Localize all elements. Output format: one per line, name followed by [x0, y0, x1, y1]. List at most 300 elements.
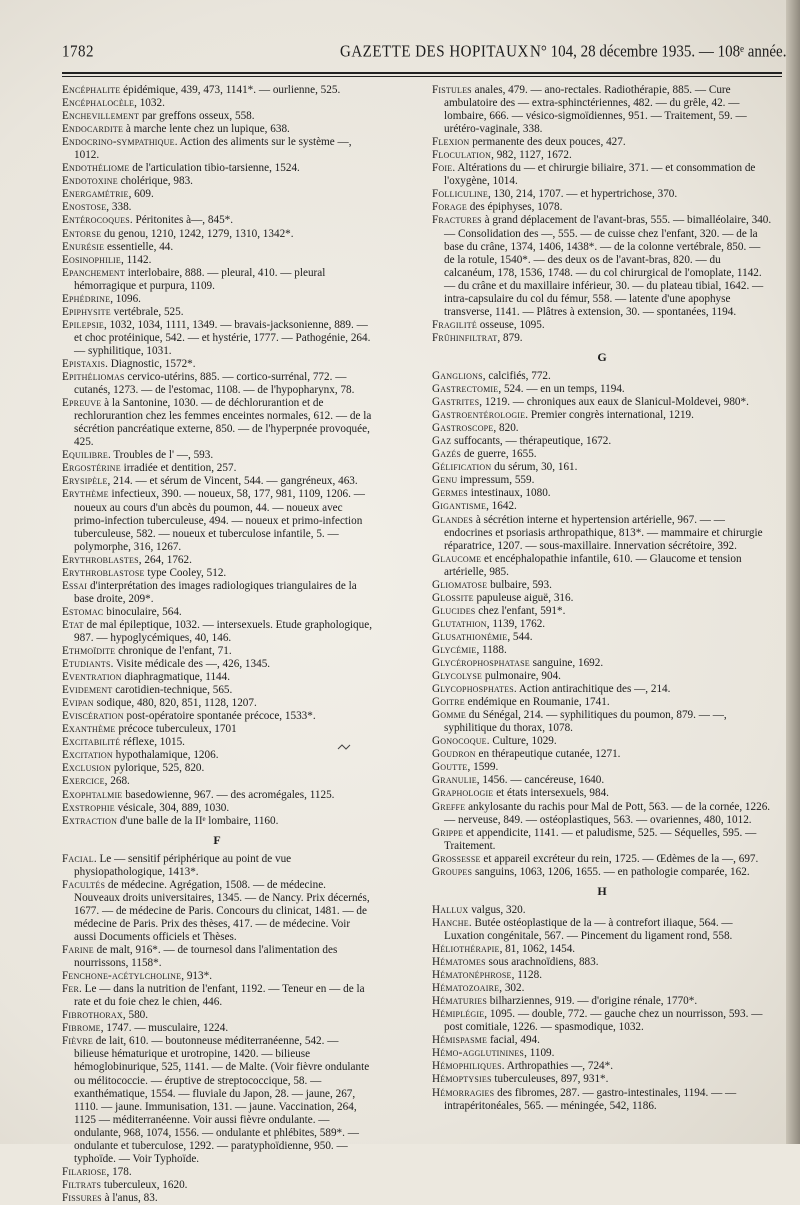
index-entry [432, 214, 772, 318]
index-term: Fibrome [62, 1022, 101, 1035]
index-term: Greffe [432, 800, 466, 813]
index-term: Evipan [62, 697, 94, 710]
index-term: Evidement [62, 684, 113, 697]
index-term: Endotoxine [62, 175, 118, 188]
index-term: Fragilité [432, 318, 477, 331]
index-entry [432, 84, 772, 136]
index-entry [62, 567, 372, 580]
index-term: Foie [432, 162, 453, 175]
index-references: en thérapeutique cutanée, 1271. [475, 748, 621, 761]
index-entry [432, 761, 772, 774]
index-term: Erysipèle [62, 475, 108, 488]
index-references: tuberculeuses, 897, 931*. [491, 1073, 609, 1086]
stamp-mark-icon [337, 744, 351, 754]
index-entry [62, 970, 372, 983]
index-entry [432, 370, 772, 383]
index-references: , 1139, 1762. [486, 617, 546, 630]
index-references: . Action antirachitique des —, 214. [513, 683, 671, 696]
index-entry [62, 449, 372, 462]
index-entry [432, 474, 772, 487]
index-references: , 544. [507, 630, 533, 643]
index-entry [432, 969, 772, 982]
index-references: cervico-utérins, 885. — cortico-surrénal, 772. — cutanés, 1273. — de l'estomac, 1108. — de l'hypopharynx, 78. [74, 371, 355, 397]
index-term: Gélification [432, 461, 492, 474]
index-entry [62, 462, 372, 475]
section-letter: G [597, 349, 607, 364]
index-references: , 982, 1127, 1672. [491, 149, 572, 162]
index-references: , 913*. [181, 970, 212, 983]
index-term: Goutte [432, 761, 468, 774]
index-term: Grippe [432, 826, 464, 839]
index-term: Hémorragies [432, 1086, 495, 1099]
index-entry [62, 1009, 372, 1022]
index-term: Gigantisme [432, 500, 487, 513]
index-references: hypothalamique, 1206. [112, 749, 219, 762]
index-references: à l'anus, 83. [101, 1191, 158, 1204]
index-entry [432, 827, 772, 853]
index-references: et encéphalopathie infantile, 610. — Glaucome et tension artérielle, 985. [444, 552, 742, 578]
index-entry [432, 435, 772, 448]
index-term: Erythroblastes [62, 553, 139, 566]
index-entry [62, 789, 372, 802]
index-references: à marche lente chez un lupique, 638. [123, 123, 290, 136]
index-references: , 178. [106, 1165, 132, 1178]
index-term: Groupes [432, 865, 473, 878]
index-references: . Le — dans la nutrition de l'enfant, 1192. — Teneur en — de la rate et du foie chez le chien, 446. [74, 983, 365, 1009]
index-term: Grossesse [432, 852, 481, 865]
index-term: Goudron [432, 748, 476, 761]
index-references: par greffons osseux, 558. [139, 110, 255, 123]
index-references: , 302. [499, 982, 525, 995]
index-references: valgus, 320. [468, 903, 526, 916]
index-references: type Cooley, 512. [144, 566, 227, 579]
index-entry [432, 319, 772, 332]
index-entry [432, 149, 772, 162]
index-references: intestinaux, 1080. [467, 487, 551, 500]
index-entry [62, 815, 372, 828]
index-term: Folliculine [432, 188, 488, 201]
index-references: précoce tuberculeux, 1701 [115, 723, 237, 736]
index-references: facial, 494. [487, 1034, 540, 1047]
index-references: à grand déplacement de l'avant-bras, 555. — bimalléolaire, 340. — Consolidation des —, 555. — de cuisse chez l'enfant, 320. — de la base du crâne, 1374, 1406, 1438*. — de la colonne vertébrale, 850. — de la rotule, 1540*. — des deux os de l'avant-bras, 820. — du calcanéum, 178, 1536, 1748. — du col chirurgical de l'omoplate, 1142. — du crâne et du maxillaire inférieur, 30. — du plateau tibial, 1642. — intra-capsulaire du col du fémur, 558. — latente d'une apophyse transverse, 1141. — Plâtres à extension, 30. — spontanées, 1194. [444, 214, 772, 318]
index-entry [62, 254, 372, 267]
section-letter: F [213, 832, 221, 847]
index-term: Equilibre [62, 449, 108, 462]
index-term: Genu [432, 474, 458, 487]
index-references: interlobaire, 888. — pleural, 410. — pleural hémorragique et purpura, 1109. [74, 266, 326, 292]
index-references: binoculaire, 564. [103, 605, 182, 618]
index-term: Flexion [432, 136, 470, 149]
index-term: Gastroentérologie [432, 409, 526, 422]
index-term: Exclusion [62, 762, 112, 775]
index-entry [432, 618, 772, 631]
index-entry [432, 461, 772, 474]
index-references: du sérum, 30, 161. [491, 461, 578, 474]
index-term: Exanthème [62, 723, 116, 736]
index-term: Glaucome [432, 552, 482, 565]
index-references: , 1096. [110, 292, 141, 305]
index-references: . Diagnostic, 1572*. [105, 357, 196, 370]
index-entry [432, 409, 772, 422]
index-entry [62, 293, 372, 306]
index-term: Hématonéphrose [432, 969, 512, 982]
index-references: . Culture, 1029. [486, 735, 557, 748]
index-references: , 1219. — chroniques aux eaux de Slanicul-Moldevei, 980*. [479, 396, 749, 409]
index-term: Epilepsie [62, 318, 104, 331]
index-references: , 1128. [511, 969, 542, 982]
index-entry [432, 709, 772, 735]
index-term: Facial [62, 852, 94, 865]
index-references: . Butée ostéoplastique de la — à contrefort iliaque, 564. — Luxation congénitale, 567. — Pincement du ligament rond, 558. [444, 916, 733, 942]
index-term: Estomac [62, 605, 104, 618]
index-term: Gazés [432, 448, 462, 461]
index-references: de malt, 916*. — de tournesol dans l'alimentation des nourrissons, 1158*. [74, 944, 338, 970]
index-term: Excitation [62, 749, 113, 762]
index-entry [432, 748, 772, 761]
index-term: Entorse [62, 227, 102, 240]
index-references: irradiée et dentition, 257. [120, 462, 237, 475]
index-entry [432, 631, 772, 644]
index-term: Eosinophilie [62, 253, 122, 266]
index-term: Erythème [62, 488, 109, 501]
index-term: Hémispasme [432, 1034, 488, 1047]
index-entry [432, 735, 772, 748]
index-entry [62, 188, 372, 201]
index-term: Encéphalocèle [62, 97, 135, 110]
index-references: , 1142. [121, 253, 152, 266]
index-term: Glucides [432, 604, 476, 617]
index-term: Glycémie [432, 643, 477, 656]
index-references: , 1456. — cancéreuse, 1640. [476, 774, 605, 787]
index-references: bilharziennes, 919. — d'origine rénale, 1770*. [486, 995, 698, 1008]
index-entry [432, 696, 772, 709]
index-term: Glusathionémie [432, 630, 508, 643]
index-references: sanguins, 1063, 1206, 1655. — en pathologie comparée, 162. [472, 865, 750, 878]
index-references: . Le — sensitif périphérique au point de vue physiopathologique, 1413*. [74, 852, 292, 878]
index-references: , 1095. — double, 772. — gauche chez un nourrisson, 593. — post comitiale, 1226. — spasmodique, 1032. [444, 1008, 763, 1034]
index-entry [62, 488, 372, 553]
page-header [0, 40, 790, 74]
index-references: anales, 479. — ano-rectales. Radiothérapie, 885. — Cure ambulatoire des — extra-sphinctériennes, 482. — du grêle, 42. — lombaire, 666. — vésico-sigmoïdiennes, 951. — Traitement, 59. — urétéro-vaginale, 338. [444, 84, 747, 136]
index-entry [62, 762, 372, 775]
index-term: Exercice [62, 775, 105, 788]
index-term: Entérocoques [62, 214, 130, 227]
index-entry [62, 619, 372, 645]
index-entry [432, 644, 772, 657]
index-references: impressum, 559. [457, 474, 535, 487]
index-entry [62, 736, 372, 749]
index-references: carotidien-technique, 565. [112, 684, 233, 697]
index-references: , 268. [104, 775, 130, 788]
index-references: d'une balle de la IIᵉ lombaire, 1160. [117, 814, 279, 827]
journal-title: GAZETTE DES HOPITAUX [340, 42, 529, 62]
index-references: de l'articulation tibio-tarsienne, 1524. [129, 162, 300, 175]
index-term: Extraction [62, 814, 118, 827]
index-references: et appendicite, 1141. — et paludisme, 525. — Séquelles, 595. — Traitement. [444, 826, 757, 852]
index-entry [432, 1008, 772, 1034]
index-term: Farine [62, 944, 94, 957]
index-references: , 879. [497, 331, 523, 344]
index-entry [62, 1035, 372, 1165]
index-references: osseuse, 1095. [476, 318, 545, 331]
index-term: Hématozoaire [432, 982, 500, 995]
index-references: diaphragmatique, 1144. [121, 671, 231, 684]
index-entry [432, 162, 772, 188]
index-references: des fibromes, 287. — gastro-intestinales, 1194. — — intrapéritonéales, 565. — méningée, 542, 1186. [444, 1086, 737, 1112]
index-entry [62, 658, 372, 671]
index-entry [62, 606, 372, 619]
index-entry [62, 84, 372, 97]
index-term: Essai [62, 579, 88, 592]
index-entry [432, 605, 772, 618]
index-entry [432, 787, 772, 800]
index-term: Fissures [62, 1191, 102, 1204]
index-references: , 580. [122, 1009, 149, 1022]
index-entry [432, 995, 772, 1008]
index-references: ankylosante du rachis pour Mal de Pott, 563. — de la cornée, 1226. — nerveuse, 849. — ostéoplastiques, 563. — ovariennes, 480, 1012. [444, 800, 771, 826]
index-references: de lait, 610. — boutonneuse méditerranéenne, 542. — bilieuse hématurique et urotropine, 1420. — bilieuse hémoglobinurique, 525, 1141. — de Malte. (Voir fièvre ondulante ou mélitococcie. — éruptive de streptococcique, 58. — exanthématique, 1554. — fluviale du Japon, 28. — jaune, 267, 1110. — jaune. Immunisation, 131. — jaune. Vaccination, 264, 1125 — méditerranéenne. Voir aussi fièvre ondulante. — ondulante, 968, 1074, 1556. — ondulante et phlébites, 589*. — ondulante et tuberculose, 1292. — paratyphoïdienne, 950. — typhoïde. — Voir Typhoïde. [74, 1035, 370, 1165]
index-references: bulbaire, 593. [487, 578, 552, 591]
index-entry [62, 749, 372, 762]
index-entry [432, 422, 772, 435]
index-entry [62, 397, 372, 449]
index-entry [62, 228, 372, 241]
index-references: chez l'enfant, 591*. [475, 604, 566, 617]
index-references: . Arthropathies —, 724*. [501, 1060, 614, 1073]
index-references: réflexe, 1015. [120, 736, 185, 749]
index-term: Ethmoïdite [62, 645, 116, 658]
index-term: Fibrothorax [62, 1009, 123, 1022]
index-references: à sécrétion interne et hypertension artérielle, 967. — — endocrines et psoriasis arthropathique, 813*. — mammaire et chirurgie réparatrice, 1207. — sous-maxillaire. Innervation sécrétoire, 392. [444, 513, 763, 552]
index-term: Encéphalite [62, 84, 121, 96]
index-term: Exophtalmie [62, 788, 123, 801]
index-term: Fenchone-acétylcholine [62, 970, 182, 983]
index-term: Gastroscope [432, 422, 494, 435]
index-term: Facultés [62, 878, 106, 891]
index-references: d'interprétation des images radiologiques triangulaires de la base droite, 209*. [74, 579, 357, 605]
index-entry [432, 801, 772, 827]
index-entry [62, 241, 372, 254]
index-term: Etudiants [62, 658, 111, 671]
index-references: . Visite médicale des —, 426, 1345. [110, 658, 271, 671]
index-references: endémique en Roumanie, 1741. [464, 696, 610, 709]
index-term: Hallux [432, 903, 469, 916]
index-term: Filtrats [62, 1178, 102, 1191]
index-references: de mal épileptique, 1032. — intersexuels. Etude graphologique, 987. — hypoglycémiques, 40, 146. [74, 618, 372, 644]
index-references: , 1642. [486, 500, 517, 513]
index-references: , 1599. [467, 761, 499, 774]
index-term: Glossite [432, 591, 474, 604]
index-entry [432, 1073, 772, 1086]
index-entry [62, 1179, 372, 1192]
index-term: Hémoptysies [432, 1073, 492, 1086]
index-references: , 1747. — musculaire, 1224. [100, 1022, 229, 1035]
index-references: , 820. [493, 422, 519, 435]
page-binding-edge [786, 0, 800, 1144]
index-entry [62, 136, 372, 162]
index-entry [62, 645, 372, 658]
index-entry [432, 592, 772, 605]
index-term: Filariose [62, 1165, 107, 1178]
index-references: , 1032. [134, 97, 165, 110]
index-entry [432, 487, 772, 500]
page-number: 1782 [62, 42, 94, 62]
index-references: pulmonaire, 904. [482, 670, 561, 683]
index-entry [62, 97, 372, 110]
index-references: et appareil excréteur du rein, 1725. — Œdèmes de la —, 697. [480, 852, 759, 865]
index-entry [62, 697, 372, 710]
index-term: Fistules [432, 84, 472, 96]
index-entry [432, 943, 772, 956]
index-entry [432, 553, 772, 579]
index-entry [432, 1034, 772, 1047]
index-entry [62, 710, 372, 723]
index-entry [62, 1192, 372, 1205]
index-entry [432, 774, 772, 787]
index-entry [62, 723, 372, 736]
index-references: du genou, 1210, 1242, 1279, 1310, 1342*. [101, 227, 294, 240]
index-references: , 1109. [524, 1047, 555, 1060]
index-term: Epistaxis [62, 357, 106, 370]
index-term: Ganglions [432, 369, 483, 382]
index-references: sanguine, 1692. [529, 657, 604, 670]
issue-info: N° 104, 28 décembre 1935. — 108ᵉ année. [530, 42, 787, 62]
index-entry [62, 319, 372, 358]
index-references: , calcifiés, 772. [482, 369, 551, 382]
index-term: Gaz [432, 435, 452, 448]
index-term: Graphologie [432, 787, 494, 800]
index-column-left [62, 84, 372, 1205]
index-term: Endocrino-sympathique [62, 136, 175, 149]
index-term: Hanche [432, 916, 469, 929]
index-term: Glandes [432, 513, 474, 526]
index-term: Erythroblastose [62, 566, 145, 579]
index-column-right [432, 84, 772, 1113]
index-term: Eventration [62, 671, 122, 684]
index-entry [62, 1166, 372, 1179]
index-entry [62, 162, 372, 175]
index-term: Ergostérine [62, 462, 121, 475]
index-references: , 524. — en un temps, 1194. [498, 383, 625, 396]
index-term: Hémiplégie [432, 1008, 485, 1021]
header-rule-thick [62, 72, 782, 74]
index-entry [432, 136, 772, 149]
index-entry [62, 684, 372, 697]
index-entry [432, 982, 772, 995]
index-references: , 609. [128, 188, 154, 201]
index-references: tuberculeux, 1620. [101, 1178, 188, 1191]
index-term: Exstrophie [62, 801, 115, 814]
index-term: Gliomatose [432, 578, 488, 591]
index-entry [432, 396, 772, 409]
index-term: Enchevillement [62, 110, 140, 123]
index-entry [62, 267, 372, 293]
index-term: Gastrectomie [432, 383, 499, 396]
index-entry [62, 580, 372, 606]
index-term: Fièvre [62, 1035, 93, 1048]
index-term: Fractures [432, 214, 482, 227]
section-letter: H [597, 883, 607, 898]
index-term: Endothéliome [62, 162, 130, 175]
index-references: chronique de l'enfant, 71. [115, 645, 232, 658]
index-references: . Péritonites à—, 845*. [129, 214, 234, 227]
index-term: Epiphysite [62, 305, 111, 318]
index-references: . Altérations du — et chirurgie biliaire, 371. — et consommation de l'oxygène, 1014. [444, 162, 756, 188]
index-term: Excitabilité [62, 736, 121, 749]
index-references: , 130, 214, 1707. — et hypertrichose, 370. [487, 188, 678, 201]
index-entry [432, 332, 772, 345]
index-entry [432, 383, 772, 396]
index-term: Gastrites [432, 396, 480, 409]
index-entry [62, 123, 372, 136]
index-entry [432, 1087, 772, 1113]
index-term: Hématuries [432, 995, 487, 1008]
index-term: Hématomes [432, 956, 486, 969]
index-entry [62, 475, 372, 488]
index-references: essentielle, 44. [104, 240, 174, 253]
index-term: Enurésie [62, 240, 105, 253]
index-entry [432, 1060, 772, 1073]
index-entry [62, 983, 372, 1009]
index-references: , 214. — et sérum de Vincent, 544. — gangréneux, 463. [107, 475, 358, 488]
index-references: et états intersexuels, 984. [493, 787, 609, 800]
index-term: Gonocoque [432, 735, 487, 748]
index-references: post-opératoire spontanée précoce, 1533*. [123, 710, 316, 723]
index-entry [62, 671, 372, 684]
index-entry [432, 904, 772, 917]
index-entry [62, 802, 372, 815]
index-term: Hémo-agglutinines [432, 1047, 525, 1060]
index-entry [62, 371, 372, 397]
index-entry [62, 214, 372, 227]
index-term: Floculation [432, 149, 492, 162]
index-entry [432, 657, 772, 670]
index-term: Fer [62, 983, 80, 996]
index-entry [62, 853, 372, 879]
index-references: , 338. [106, 201, 132, 214]
index-references: de médecine. Agrégation, 1508. — de médecine. Nouveaux droits universitaires, 1345. — de Nancy. Prix décernés, 1677. — de médecine de Paris. Concours du clinicat, 1481. — de médecine de Paris. Prix des thèses, 417. — de médecine. Voir aussi Documents officiels et Thèses. [74, 878, 370, 943]
index-term: Epanchement [62, 266, 125, 279]
index-references: du Sénégal, 214. — syphilitiques du poumon, 879. — —, syphilitique du thorax, 1078. [444, 709, 727, 735]
index-references: suffocants, — thérapeutique, 1672. [451, 435, 612, 448]
index-references: épidémique, 439, 473, 1141*. — ourlienne, 525. [120, 84, 341, 96]
index-term: Glycérophosphatase [432, 657, 530, 670]
index-entry [62, 201, 372, 214]
index-entry [62, 175, 372, 188]
index-entry [62, 110, 372, 123]
index-entry [432, 670, 772, 683]
index-references: cholérique, 983. [117, 175, 193, 188]
index-references: basedowienne, 967. — des acromégales, 1125. [122, 788, 335, 801]
index-term: Granulie [432, 774, 477, 787]
index-entry [62, 306, 372, 319]
index-references: sodique, 480, 820, 851, 1128, 1207. [93, 697, 257, 710]
index-term: Etat [62, 618, 84, 631]
index-term: Forage [432, 201, 467, 214]
index-term: Glutathion [432, 617, 487, 630]
header-rule-thin [62, 76, 782, 77]
index-entry [62, 1022, 372, 1035]
index-entry [432, 188, 772, 201]
index-entry [62, 358, 372, 371]
index-references: permanente des deux pouces, 427. [469, 136, 626, 149]
index-entry [62, 775, 372, 788]
index-references: , 1188. [476, 643, 507, 656]
index-references: de guerre, 1655. [461, 448, 537, 461]
index-entry [62, 944, 372, 970]
index-term: Eviscération [62, 710, 124, 723]
index-entry [432, 448, 772, 461]
